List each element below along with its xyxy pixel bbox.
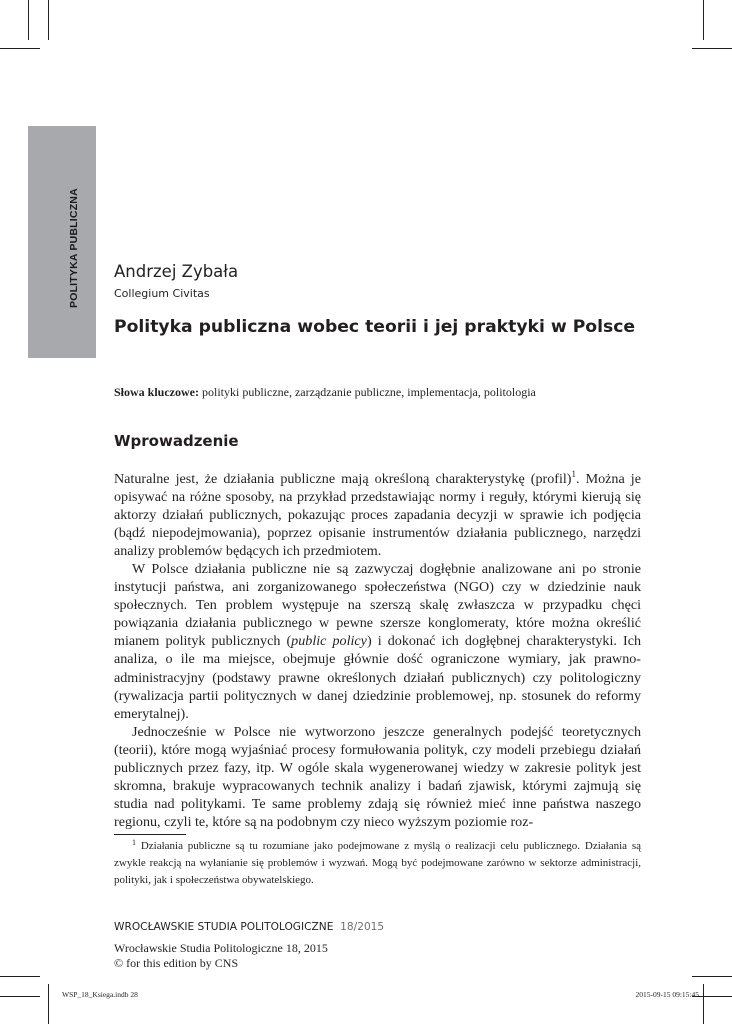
paragraph: Jednocześnie w Polsce nie wytworzono jeszcze generalnych podejść teoretycznych (teorii), które mogą wyjaśniać procesy formułowania polityk, czy modeli przebiegu działań publicznych przez fazy, itp. W ogóle skala wygenerowanej wiedzy w zakresie polityk jest skromna, brakuje wypracowanych technik analizy i badań zjawisk, którymi zajmują się studia nad politykami. Te same problemy zdają się również mieć inne państwa naszego regionu, czyli te, które są na podobnym czy nieco wyższym poziomie roz- [114,723,641,830]
author-affiliation: Collegium Civitas [114,287,210,300]
print-slug-file: WSP_18_Ksiega.indb 28 [62,990,138,999]
italic-term: public policy [291,633,367,650]
print-slug-timestamp: 2015-09-15 09:15:45 [635,990,699,999]
keywords [114,385,536,400]
journal-name [114,921,384,933]
paragraph-text: W Polsce działania publiczne nie są zazwyczaj dogłębnie analizowane ani po stronie instytucji państwa, ani zorganizowanego społeczeństwa (NGO) czy w dziedzinie nauk społecznych. Ten problem występuje na szerszą skalę zwłaszcza w przypadku chęci powiązania działania publicznego w pewne szersze konglomeraty, które można określić mianem polityk publicznych ( [114,561,641,650]
crop-mark [48,984,49,1024]
crop-mark [48,0,49,40]
paragraph [114,470,641,560]
keywords-label: Słowa kluczowe: [114,385,199,399]
crop-mark [692,976,732,977]
footnote-number: 1 [132,838,136,847]
paragraph-text: Naturalne jest, że działania publiczne mają określoną charakterystykę (profil) [114,471,572,487]
crop-mark [28,0,29,40]
footnote-divider [114,834,186,835]
section-heading: Wprowadzenie [114,432,239,450]
crop-mark [0,996,40,997]
credit-line: © for this edition by CNS [114,956,239,970]
paragraph-text: ) i dokonać ich dogłębnej charakterystyki. Ich analiza, o ile ma miejsce, obejmuje głównie dość ograniczone wymiary, jak prawno-administracyjny (podstawy prawne określonych działań publicznych) czy politologiczny (rywalizacja partii politycznych w danej dziedzinie problemowej, np. stosunek do reformy emerytalnej). [114,633,642,722]
paragraph-text: . Można je opisywać na różne sposoby, na przykład przedstawiając normy i reguły, którymi kierują się aktorzy działań publicznych, pokazując proces zapadania decyzji w sprawie ich podjęcia (bądź niepodejmowania), poprzez opisanie instrumentów działania publicznego, narzędzi analizy problemów będących ich przedmiotem. [114,471,641,560]
footnote-text: Działania publiczne są tu rozumiane jako podejmowane z myślą o realizacji celu publicznego. Działania są zwykle reakcją na wyłanianie się problemów i wyzwań. Mogą być podejmowane zarówno w sektorze administracji, polityki, jak i społeczeństwa obywatelskiego. [114,840,641,886]
footnote-paragraph [114,838,641,889]
author-name: Andrzej Zybała [114,262,239,281]
crop-mark [0,48,40,49]
crop-mark [692,48,732,49]
journal-volume: 18/2015 [340,921,385,933]
section-sidebar [28,126,96,358]
crop-mark [703,0,704,40]
crop-mark [703,984,704,1024]
article-body [114,470,641,831]
section-sidebar-label: POLITYKA PUBLICZNA [68,188,80,308]
keywords-list: polityki publiczne, zarządzanie publiczne, implementacja, politologia [199,385,536,399]
journal-title: WROCŁAWSKIE STUDIA POLITOLOGICZNE [114,921,334,933]
crop-mark [0,976,40,977]
paragraph [114,560,641,722]
article-title: Polityka publiczna wobec teorii i jej praktyki w Polsce [114,317,636,337]
credit-line: Wrocławskie Studia Politologiczne 18, 2015 [114,941,328,955]
edition-credits [114,941,328,971]
footnote-reference[interactable]: 1 [571,469,576,479]
footnote [114,838,641,889]
